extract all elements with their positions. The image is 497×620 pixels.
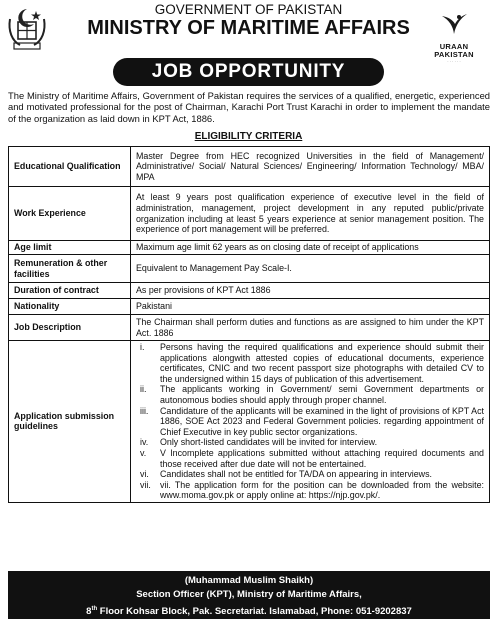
- row-label: Work Experience: [9, 187, 131, 241]
- uraan-pakistan-logo: [423, 12, 485, 72]
- list-item: ii. The applicants working in Government/ semi Government departments or autonomous bodies should apply through proper channel.: [140, 384, 484, 405]
- table-row: [9, 255, 490, 283]
- footer-contact: [8, 571, 490, 619]
- row-label: Remuneration & other facilities: [9, 255, 131, 283]
- row-value: Maximum age limit 62 years as on closing date of receipt of applications: [131, 241, 490, 255]
- uraan-logo-text: URAAN PAKISTAN: [434, 42, 474, 59]
- list-item: v. V Incomplete applications submitted without attaching required documents and those received after due date will not be entertained.: [140, 447, 484, 469]
- row-value: Master Degree from HEC recognized Universities in the field of Management/ Administrative/ Social/ Natural Sciences/ Engineering/ Information Technology/ MBA/ MPA: [131, 147, 490, 187]
- row-value: The Chairman shall perform duties and functions as are assigned to him under the KPT Act. 1886: [131, 315, 490, 341]
- table-row: [9, 283, 490, 299]
- office-address: 8th Floor Kohsar Block, Pak. Secretariat. Islamabad, Phone: 051-9202837: [86, 606, 412, 618]
- row-label: Application submission guidelines: [9, 341, 131, 503]
- eligibility-table: [8, 146, 490, 503]
- table-row: [9, 241, 490, 255]
- job-opportunity-banner: JOB OPPORTUNITY: [113, 58, 384, 86]
- row-value: Equivalent to Management Pay Scale-I.: [131, 255, 490, 283]
- list-item: vii. vii. The application form for the position can be downloaded from the website: www.moma.gov.pk or apply online at: https://njp.gov.pk/.: [140, 479, 484, 501]
- eligibility-criteria-heading: ELIGIBILITY CRITERIA: [194, 131, 303, 142]
- row-label: Age limit: [9, 241, 131, 255]
- row-value: At least 9 years post qualification experience of executive level in the field of administration, management, project development in any reputed public/private organization including at least 5 years experience at senior management position. The experience of port management will be preferred.: [131, 187, 490, 241]
- table-row: [9, 341, 490, 503]
- officer-designation: Section Officer (KPT), Ministry of Maritime Affairs,: [136, 589, 362, 601]
- table-row: [9, 315, 490, 341]
- row-label: Educational Qualification: [9, 147, 131, 187]
- list-item: iii. Candidature of the applicants will be examined in the light of provisions of KPT Act 1886, SOE Act 2023 and Federal Government policies. regarding appointment of Chief Executive in key public sector organizations.: [140, 405, 484, 437]
- uraan-logo-subtext: · · · · · ·: [447, 59, 461, 64]
- table-row: [9, 147, 490, 187]
- intro-paragraph: The Ministry of Maritime Affairs, Government of Pakistan requires the services of a qualified, energetic, experienced and motivated professional for the post of Chairman, Karachi Port Trust Karachi in order to implement the mandate of the organization as laid down in KPT Act, 1886.: [8, 90, 490, 124]
- row-label: Job Description: [9, 315, 131, 341]
- list-item: vi. Candidates shall not be entitled for TA/DA on appearing in interviews.: [140, 469, 432, 480]
- guidelines-list: [136, 342, 484, 501]
- officer-name: (Muhammad Muslim Shaikh): [184, 575, 314, 586]
- row-value: Pakistani: [131, 299, 490, 315]
- row-label: Nationality: [9, 299, 131, 315]
- uraan-bird-icon: [439, 12, 469, 38]
- row-value: As per provisions of KPT Act 1886: [131, 283, 490, 299]
- list-item: iv. Only short-listed candidates will be invited for interview.: [140, 437, 378, 448]
- ministry-title: MINISTRY OF MARITIME AFFAIRS: [87, 17, 410, 39]
- row-label: Duration of contract: [9, 283, 131, 299]
- guidelines-cell: [131, 341, 490, 503]
- government-title: GOVERNMENT OF PAKISTAN: [154, 2, 343, 17]
- table-row: [9, 299, 490, 315]
- header: [0, 0, 497, 86]
- list-item: i. Persons having the required qualifications and experience should submit their applications alongwith attested copies of educational documents, experience certificates, CNIC and two recent passport size photographs with detailed CV to the undersigned within 15 days of publication of this advertisement.: [140, 342, 484, 384]
- table-row: [9, 187, 490, 241]
